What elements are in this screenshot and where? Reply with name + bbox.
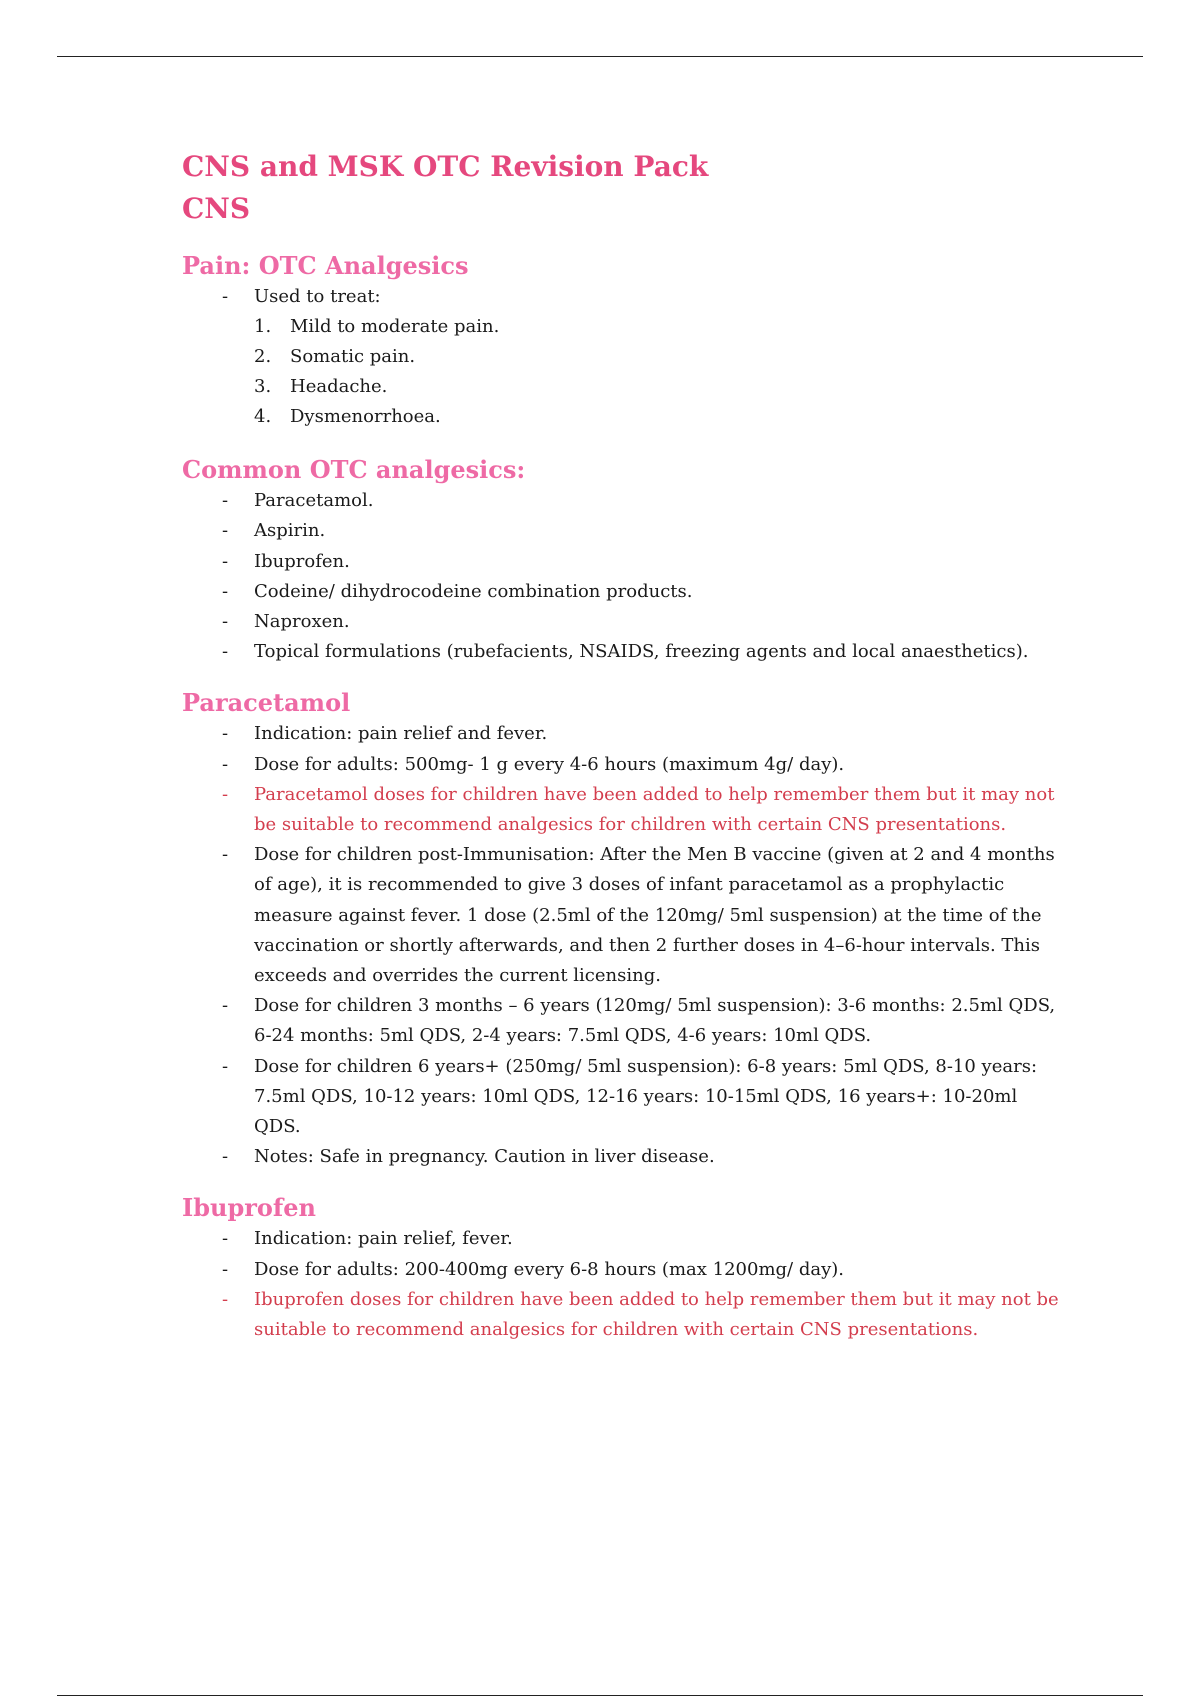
- list-item: [221, 1255, 1062, 1285]
- paracetamol-list: [221, 719, 1062, 1172]
- item-number: 3.: [254, 376, 272, 398]
- list-item: [221, 516, 1062, 546]
- dash-bullet: -: [221, 1288, 229, 1310]
- numbered-item: [254, 402, 1062, 432]
- list-item: [221, 577, 1062, 607]
- header-rule: [57, 56, 1143, 57]
- list-item: [221, 750, 1062, 780]
- pain-list: [221, 282, 1062, 432]
- list-item-text: Used to treat:: [254, 286, 381, 307]
- dash-bullet: -: [221, 783, 229, 805]
- list-item-text: Topical formulations (rubefacients, NSAIDS, freezing agents and local anaesthetics).: [254, 641, 1029, 663]
- list-item-text: Paracetamol doses for children have been added to help remember them but it may not be suitable to recommend analgesics for children with certain CNS presentations.: [254, 783, 1055, 836]
- numbered-item-text: Headache.: [290, 376, 388, 398]
- item-number: 2.: [254, 346, 272, 368]
- list-item-text: Indication: pain relief and fever.: [254, 723, 548, 745]
- section-heading-common: Common OTC analgesics:: [182, 455, 526, 485]
- numbered-item-text: Somatic pain.: [290, 346, 416, 368]
- list-item: [221, 282, 1062, 432]
- warning-note: [221, 1285, 1062, 1345]
- section-heading-ibuprofen: Ibuprofen: [182, 1193, 316, 1223]
- dash-bullet: -: [221, 611, 229, 633]
- dash-bullet: -: [221, 286, 229, 307]
- list-item-text: Aspirin.: [254, 520, 326, 542]
- document-title: CNS and MSK OTC Revision Pack: [182, 150, 709, 183]
- list-item-text: Dose for adults: 500mg- 1 g every 4-6 hours (maximum 4g/ day).: [254, 753, 845, 775]
- item-number: 4.: [254, 406, 272, 428]
- dash-bullet: -: [221, 550, 229, 572]
- dash-bullet: -: [221, 1228, 229, 1250]
- list-item: [221, 1052, 1062, 1143]
- numbered-item: [254, 342, 1062, 372]
- list-item: [221, 1142, 1062, 1172]
- dash-bullet: -: [221, 844, 229, 866]
- dash-bullet: -: [221, 723, 229, 745]
- dash-bullet: -: [221, 520, 229, 542]
- numbered-item-text: Dysmenorrhoea.: [290, 406, 441, 428]
- list-item: [221, 607, 1062, 637]
- warning-note: [221, 780, 1062, 840]
- dash-bullet: -: [221, 1146, 229, 1168]
- list-item-text: Dose for adults: 200-400mg every 6-8 hours (max 1200mg/ day).: [254, 1258, 844, 1280]
- list-item: [221, 486, 1062, 516]
- document-subtitle: CNS: [182, 192, 251, 225]
- dash-bullet: -: [221, 753, 229, 775]
- list-item-text: Dose for children post-Immunisation: After the Men B vaccine (given at 2 and 4 months of age), it is recommended to give 3 doses of infant paracetamol as a prophylactic measure against fever. 1 dose (2.5ml of the 120mg/ 5ml suspension) at the time of the vaccination or shortly afterwards, and then 2 further doses in 4–6-hour intervals. This exceeds and overrides the current licensing.: [254, 844, 1055, 987]
- dash-bullet: -: [221, 580, 229, 602]
- list-item-text: Ibuprofen doses for children have been added to help remember them but it may not be suitable to recommend analgesics for children with certain CNS presentations.: [254, 1288, 1059, 1341]
- list-item-text: Paracetamol.: [254, 490, 374, 512]
- numbered-list: [254, 312, 1062, 432]
- list-item: [221, 547, 1062, 577]
- numbered-item-text: Mild to moderate pain.: [290, 316, 500, 338]
- footer-rule: [57, 1695, 1143, 1696]
- list-item-text: Notes: Safe in pregnancy. Caution in liver disease.: [254, 1146, 715, 1168]
- dash-bullet: -: [221, 641, 229, 663]
- list-item-text: Ibuprofen.: [254, 550, 350, 572]
- list-item-text: Indication: pain relief, fever.: [254, 1228, 513, 1250]
- list-item: [221, 719, 1062, 749]
- list-item: [221, 991, 1062, 1051]
- item-number: 1.: [254, 316, 272, 338]
- numbered-item: [254, 372, 1062, 402]
- common-list: [221, 486, 1062, 667]
- list-item-text: Dose for children 6 years+ (250mg/ 5ml suspension): 6-8 years: 5ml QDS, 8-10 years: 7.5ml QDS, 10-12 years: 10ml QDS, 12-16 years: 10-15ml QDS, 16 years+: 10-20ml QDS.: [254, 1055, 1038, 1138]
- list-item-text: Naproxen.: [254, 611, 350, 633]
- dash-bullet: -: [221, 1055, 229, 1077]
- section-heading-pain: Pain: OTC Analgesics: [182, 251, 469, 280]
- list-item: [221, 840, 1062, 991]
- list-item-text: Codeine/ dihydrocodeine combination products.: [254, 580, 693, 602]
- section-heading-paracetamol: Paracetamol: [182, 688, 351, 718]
- document-body: [182, 146, 1062, 1345]
- list-item: [221, 637, 1062, 667]
- numbered-item: [254, 312, 1062, 342]
- list-item: [221, 1224, 1062, 1254]
- list-item-text: Dose for children 3 months – 6 years (120mg/ 5ml suspension): 3-6 months: 2.5ml QDS, 6-24 months: 5ml QDS, 2-4 years: 7.5ml QDS, 4-6 years: 10ml QDS.: [254, 995, 1056, 1047]
- dash-bullet: -: [221, 995, 229, 1017]
- dash-bullet: -: [221, 1258, 229, 1280]
- dash-bullet: -: [221, 490, 229, 512]
- ibuprofen-list: [221, 1224, 1062, 1345]
